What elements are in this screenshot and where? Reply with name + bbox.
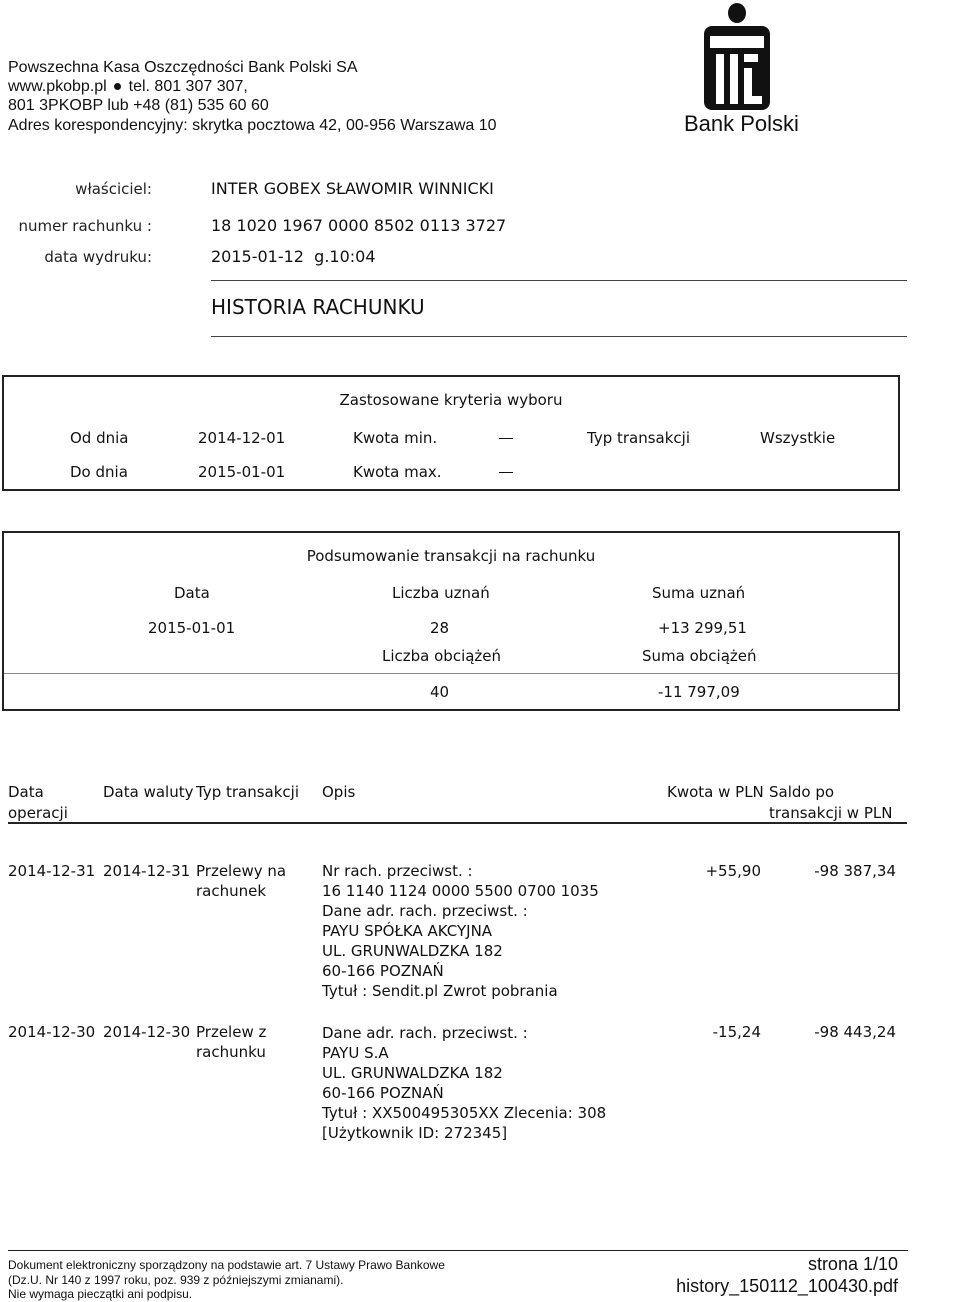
divider: [211, 336, 907, 337]
debits-sum-value: -11 797,09: [658, 683, 740, 701]
col-description: Opis: [322, 783, 356, 801]
criteria-title: Zastosowane kryteria wyboru: [339, 391, 563, 409]
row-type-line1: Przelewy na: [196, 862, 287, 880]
footer-legal-line1: Dokument elektroniczny sporządzony na podstawie art. 7 Ustawy Prawo Bankowe: [8, 1258, 445, 1272]
bank-phone: tel. 801 307 307,: [128, 78, 248, 95]
col-op-date: [8, 782, 68, 824]
row-balance: -98 387,34: [814, 862, 896, 880]
min-amount-label: Kwota min.: [353, 429, 438, 447]
file-name: history_150112_100430.pdf: [676, 1276, 898, 1296]
desc-line: UL. GRUNWALDZKA 182: [322, 1064, 503, 1082]
account-number-value: 18 1020 1967 0000 8502 0113 3727: [211, 216, 507, 235]
max-amount-label: Kwota max.: [353, 463, 442, 481]
to-date-value: 2015-01-01: [198, 463, 286, 481]
summary-box: [2, 531, 900, 711]
bank-phone-alt: 801 3PKOBP lub +48 (81) 535 60 60: [8, 97, 269, 114]
col-balance: [769, 782, 892, 824]
col-amount: Kwota w PLN: [667, 783, 764, 801]
col-balance-line2: transakcji w PLN: [769, 804, 893, 822]
row-description: [322, 861, 599, 1001]
min-amount-empty: [499, 438, 513, 439]
desc-line: 60-166 POZNAŃ: [322, 962, 444, 980]
row-type-line2: rachunku: [196, 1043, 266, 1061]
row-op-date: 2014-12-31: [8, 862, 96, 880]
col-type: Typ transakcji: [196, 783, 300, 801]
debits-count-header: Liczba obciążeń: [382, 647, 502, 665]
credits-count-header: Liczba uznań: [392, 584, 490, 602]
row-type: [196, 861, 286, 901]
page-title: HISTORIA RACHUNKU: [211, 295, 425, 319]
footer-legal-line2: (Dz.U. Nr 140 z 1997 roku, poz. 939 z późniejszymi zmianami).: [8, 1273, 344, 1287]
desc-line: Dane adr. rach. przeciwst. :: [322, 1024, 528, 1042]
debits-count-value: 40: [430, 683, 450, 701]
logo-text: Bank Polski: [684, 111, 799, 136]
row-op-date: 2014-12-30: [8, 1023, 96, 1041]
from-date-value: 2014-12-01: [198, 429, 286, 447]
summary-date-value: 2015-01-01: [148, 619, 236, 637]
owner-value: INTER GOBEX SŁAWOMIR WINNICKI: [211, 179, 494, 198]
bank-address: Adres korespondencyjny: skrytka pocztowa 42, 00-956 Warszawa 10: [8, 117, 497, 134]
row-type-line2: rachunek: [196, 882, 267, 900]
desc-line: 60-166 POZNAŃ: [322, 1084, 444, 1102]
desc-line: Nr rach. przeciwst. :: [322, 862, 473, 880]
row-description: [322, 1023, 606, 1143]
row-amount: -15,24: [712, 1023, 761, 1041]
col-op-date-line2: operacji: [8, 804, 68, 822]
row-type: [196, 1022, 266, 1062]
pko-logo-icon: [704, 2, 770, 110]
to-date-label: Do dnia: [70, 463, 128, 481]
credits-sum-header: Suma uznań: [652, 584, 746, 602]
divider: [211, 280, 907, 281]
from-date-label: Od dnia: [70, 429, 129, 447]
col-op-date-line1: Data: [8, 783, 44, 801]
page-number: strona 1/10: [807, 1254, 898, 1274]
desc-line: Tytuł : Sendit.pl Zwrot pobrania: [322, 982, 558, 1000]
credits-count-value: 28: [430, 619, 450, 637]
row-value-date: 2014-12-31: [103, 862, 191, 880]
account-number-label: numer rachunku :: [18, 217, 152, 235]
desc-line: [Użytkownik ID: 272345]: [322, 1124, 508, 1142]
footer-legal-line3: Nie wymaga pieczątki ani podpisu.: [8, 1287, 193, 1301]
summary-title: Podsumowanie transakcji na rachunku: [306, 547, 596, 565]
owner-label: właściciel:: [75, 180, 152, 198]
bank-contact-line: [8, 78, 248, 96]
bullet-icon: [114, 83, 121, 90]
desc-line: Dane adr. rach. przeciwst. :: [322, 902, 528, 920]
table-header-rule: [8, 822, 907, 824]
print-date-label: data wydruku:: [44, 248, 152, 266]
desc-line: PAYU SPÓŁKA AKCYJNA: [322, 922, 493, 940]
col-value-date: Data waluty: [103, 783, 194, 801]
debits-sum-header: Suma obciążeń: [642, 647, 757, 665]
row-type-line1: Przelew z: [196, 1023, 267, 1041]
type-label: Typ transakcji: [587, 429, 691, 447]
bank-name: Powszechna Kasa Oszczędności Bank Polski SA: [8, 59, 358, 76]
row-value-date: 2014-12-30: [103, 1023, 191, 1041]
desc-line: UL. GRUNWALDZKA 182: [322, 942, 503, 960]
bank-website: www.pkobp.pl: [8, 78, 107, 95]
print-date-value: 2015-01-12 g.10:04: [211, 247, 376, 266]
desc-line: Tytuł : XX500495305XX Zlecenia: 308: [322, 1104, 607, 1122]
footer-rule: [8, 1250, 908, 1251]
credits-sum-value: +13 299,51: [658, 619, 747, 637]
row-amount: +55,90: [705, 862, 761, 880]
max-amount-empty: [499, 472, 513, 473]
col-balance-line1: Saldo po: [769, 783, 835, 801]
desc-line: PAYU S.A: [322, 1044, 389, 1062]
summary-divider: [4, 673, 898, 674]
summary-date-header: Data: [174, 584, 210, 602]
desc-line: 16 1140 1124 0000 5500 0700 1035: [322, 882, 599, 900]
row-balance: -98 443,24: [814, 1023, 896, 1041]
type-value: Wszystkie: [760, 429, 836, 447]
criteria-box: [2, 375, 900, 491]
